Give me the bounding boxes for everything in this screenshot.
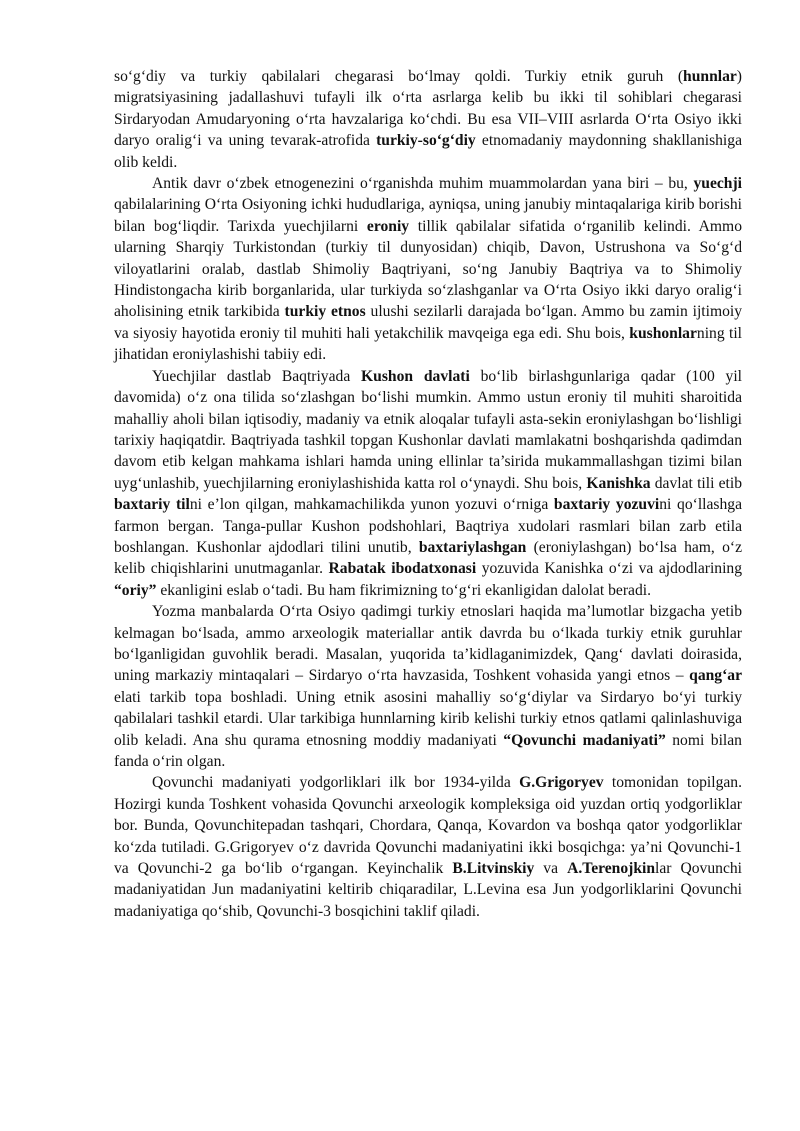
text-run: yozuvida Kanishka o‘zi va ajdodlarining xyxy=(476,560,742,578)
bold-term: G.Grigoryev xyxy=(519,774,604,792)
body-paragraph xyxy=(114,366,742,601)
body-paragraph xyxy=(114,173,742,366)
bold-term: “oriy” xyxy=(114,581,157,599)
text-run: ning til jihatidan eroniylashishi tabiiy edi. xyxy=(114,324,743,364)
bold-term: baxtariylashgan xyxy=(418,538,527,556)
bold-term: “Qovunchi madaniyati” xyxy=(503,731,666,749)
bold-term: A.Terenojkin xyxy=(567,860,656,878)
text-run: ekanligini eslab o‘tadi. Bu ham fikrimizning to‘g‘ri ekanligidan dalolat beradi. xyxy=(156,581,651,599)
bold-term: hunnlar xyxy=(683,68,737,85)
text-run: qabilalarining O‘rta Osiyoning ichki hududlariga, ayniqsa, uning janubiy mintaqalariga kirib borishi bilan bog‘liqdir. Tarixda yuechjilarni xyxy=(114,196,742,235)
bold-term: qang‘ar xyxy=(689,667,742,685)
text-run: ) migratsiyasining jadallashuvi tufayli ilk o‘rta asrlarga kelib bu ikki til sohiblari chegarasi Sirdaryodan Amudaryoning o‘rta havzalariga ko‘chdi. Bu esa VII–VIII asrlarda O‘rta Osiyo ikki daryo oralig‘i va uning tevarak-atrofida xyxy=(114,68,742,150)
bold-term: baxtariy til xyxy=(114,496,190,514)
text-run: ni qo‘llashga farmon bergan. Tanga-pullar Kushon podshohlari, Baqtriya xudolari rasmlari bilan zarb etila boshlangan. Kushonlar ajdodlari tilini unutib, xyxy=(114,496,742,556)
bold-term: B.Litvinskiy xyxy=(452,860,535,878)
text-run: tomonidan topilgan. Hozirgi kunda Toshkent vohasida Qovunchi arxeologik kompleksiga oid yuzdan ortiq yodgorliklar bor. Bunda, Qovunchitepadan tashqari, Chordara, Qanqa, Kovardon va boshqa qator yodgorliklar ko‘zda tutiladi. G.Grigoryev o‘z davrida Qovunchi madaniyatini ikki bosqichga: ya’ni Qovunchi-1 va Qovunchi-2 ga bo‘lib o‘rgangan. Keyinchalik xyxy=(114,774,742,878)
body-paragraph xyxy=(114,772,742,922)
text-run: elati tarkib topa boshladi. Uning etnik asosini mahalliy so‘g‘diylar va Sirdaryo bo‘yi turkiy qabilalari tashkil etardi. Ular tarkibiga hunnlarning kirib kelishi turkiy etnos qatlami qalinlashuviga olib keladi. Ana shu qurama etnosning moddiy madaniyati xyxy=(114,688,742,749)
text-run: lar Qovunchi madaniyatidan Jun madaniyatini keltirib chiqaradilar, L.Levina esa Jun yodgorliklarini Qovunchi madaniyatiga qo‘shib, Qovunchi-3 bosqichini taklif qiladi. xyxy=(114,860,742,920)
text-run: (eroniylashgan) bo‘lsa ham, o‘z kelib chiqishlarini unutmaganlar. xyxy=(114,538,743,578)
text-run: etnomadaniy maydonning shakllanishiga olib keldi. xyxy=(114,132,742,171)
text-run: nomi bilan fanda o‘rin olgan. xyxy=(114,731,742,770)
text-run: va xyxy=(534,860,568,878)
text-run: tillik qabilalar sifatida o‘rganilib kelindi. Ammo ularning Sharqiy Turkistondan (turkiy til dunyosidan) chiqib, Davon, Ustrushona va So‘g‘d viloyatlarini oralab, dastlab Shimoliy Baqtriyani, so‘ng Janubiy Baqtriya va to Shimoliy Hindistongacha kirib borganlarida, ular turkiyda so‘zlashganlar va O‘rta Osiyo ikki daryo oralig‘i aholisining etnik tarkibida xyxy=(114,217,742,321)
text-run: Yozma manbalarda O‘rta Osiyo qadimgi turkiy etnoslari haqida ma’lumotlar bizgacha yetib kelmagan bo‘lsada, ammo arxeologik materiallar antik davrda bu o‘lkada turkiy etnik guruhlar bo‘lganligidan guvohlik beradi. Masalan, yuqorida ta’kidlaganimizdek, Qang‘ davlati doirasida, uning markaziy mintaqalari – Sirdaryo o‘rta havzasida, Toshkent vohasida yangi etnos – xyxy=(114,603,742,685)
bold-term: Kushon davlati xyxy=(361,367,470,385)
text-run: Antik davr o‘zbek etnogenezini o‘rganishda muhim muammolardan yana biri – bu, xyxy=(152,175,694,193)
bold-term: turkiy-so‘g‘diy xyxy=(376,132,476,150)
bold-term: Rabatak ibodatxonasi xyxy=(328,560,477,578)
body-paragraph xyxy=(114,66,742,173)
text-run: davlat tili etib xyxy=(650,474,742,492)
bold-term: yuechji xyxy=(693,175,742,193)
bold-term: Kanishka xyxy=(586,474,651,492)
text-run: Qovunchi madaniyati yodgorliklari ilk bor 1934-yilda xyxy=(152,774,520,792)
text-run: ulushi sezilarli darajada bo‘lgan. Ammo bu zamin ijtimoiy va siyosiy hayotida eroniy til muhiti hali yetakchilik mavqeiga ega edi. Shu bois, xyxy=(114,303,742,342)
bold-term: kushonlar xyxy=(629,324,697,342)
body-paragraph xyxy=(114,601,742,772)
bold-term: eroniy xyxy=(366,217,410,235)
bold-term: turkiy etnos xyxy=(284,303,366,321)
text-run: bo‘lib birlashgunlariga qadar (100 yil davomida) o‘z ona tilida so‘zlashgan bo‘lishi mumkin. Ammo ustun eroniy til muhiti sharoitida mahalliy aholi bilan iqtisodiy, madaniy va etnik aloqalar tufayli asta-sekin eroniylashgan bo‘lishligi tarixiy haqiqatdir. Baqtriyada tashkil topgan Kushonlar davlati mamlakatni boshqarishda qadimdan davom etib kelgan mahkama ishlari hamda uning ellinlar ta’sirida mukammallashgan tizimi bilan uyg‘unlashib, yuechjilarning eroniylashishida katta rol o‘ynaydi. Shu bois, xyxy=(114,367,742,492)
text-run: so‘g‘diy va turkiy qabilalari chegarasi bo‘lmay qoldi. Turkiy etnik guruh ( xyxy=(114,68,684,85)
bold-term: baxtariy yozuvi xyxy=(553,496,660,514)
text-run: ni e’lon qilgan, mahkamachilikda yunon yozuvi o‘rniga xyxy=(189,496,554,514)
text-run: Yuechjilar dastlab Baqtriyada xyxy=(152,367,362,385)
